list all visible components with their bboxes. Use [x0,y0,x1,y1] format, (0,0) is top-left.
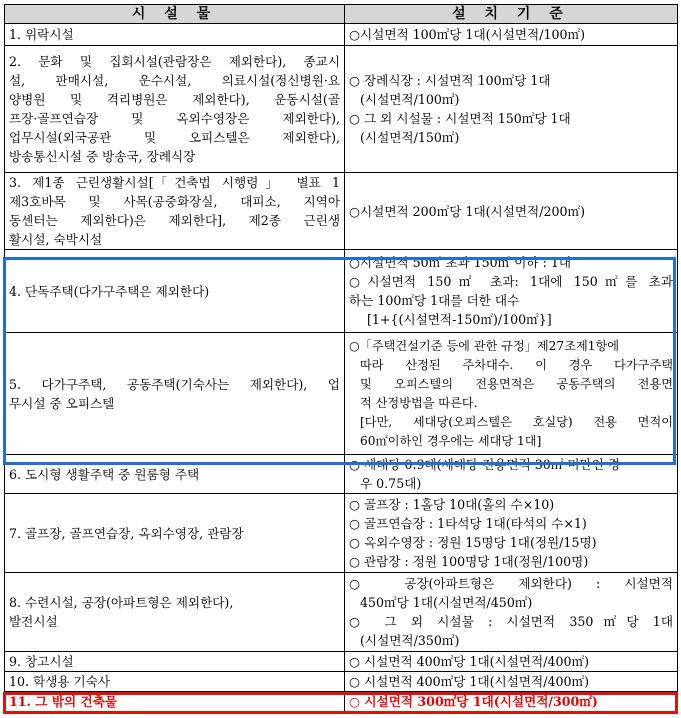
facility-text: 6. 도시형 생활주택 중 원룸형 주택 [9,466,200,482]
facility-text: 프장·골프연습장 및 옥외수영장은 제외한다), [9,111,340,126]
facility-text: 11. 그 밖의 건축물 [9,694,118,709]
criteria-text: ○ 장례식장 : 시설면적 100㎡당 1대 [349,73,551,88]
table-row [5,173,678,250]
facility-cell [5,333,345,455]
table-row [5,455,678,494]
criteria-text: ○시설면적 100㎡당 1대(시설면적/100㎡) [349,27,585,42]
facility-text: 5. 다가구주택, 공동주택(기숙사는 제외한다), 업 [9,376,340,392]
criteria-cell [345,24,678,46]
facility-text: 활시설, 숙박시설 [9,232,103,247]
criteria-cell [345,250,678,333]
facility-cell [5,573,345,652]
criteria-cell [345,333,678,455]
criteria-cell [345,46,678,173]
criteria-text: ○「주택건설기준 등에 관한 규정」제27조제1항에 [349,338,620,353]
facility-text: 7. 골프장, 골프연습장, 옥외수영장, 관람장 [9,525,244,541]
criteria-text: ○ 옥외수영장 : 정원 15명당 1대(정원/15명) [349,535,597,550]
facility-text: 8. 수련시설, 공장(아파트형은 제외한다), [9,595,234,610]
facility-text: 10. 학생용 기숙사 [9,674,111,689]
criteria-text: [1+{(시설면적-150㎡)/100㎡}] [367,312,552,327]
criteria-text: (시설면적/100㎡) [360,92,460,107]
facility-cell [5,692,345,712]
table-header-row [5,5,678,24]
facility-cell [5,672,345,692]
facility-text: 양병원 및 격리병원은 제외한다), 운동시설(골 [9,92,340,107]
header-criteria: 설 치 기 준 [345,5,678,24]
facility-cell [5,250,345,333]
criteria-text: 우 0.75대) [360,476,422,491]
facility-text: 업무시설(외국공관 및 오피스텔은 제외한다), [9,130,340,145]
table-row-highlighted [5,692,678,712]
criteria-text: ○시설면적 150㎡ 초과: 1대에 150㎡를 초과 [349,274,673,289]
facility-text: 방송통신시설 중 방송국, 장례식장 [9,149,196,164]
facility-text: 무시설 중 오피스텔 [9,395,115,411]
facility-cell [5,652,345,672]
table-row [5,494,678,573]
table-row [5,333,678,455]
facility-text: 발전시설 [9,614,58,629]
table-row [5,573,678,652]
facility-cell [5,455,345,494]
criteria-text: ○시설면적 50㎡ 초과 150㎡ 이하 : 1대 [349,255,572,270]
table-row [5,250,678,333]
facility-text: 1. 위락시설 [9,27,74,42]
criteria-text: ○ 세대당 0.9대(세대당 전용면적 30㎡ 미만인 경 [349,457,621,472]
criteria-text: (시설면적/350㎡) [360,633,460,648]
criteria-cell [345,692,678,712]
facility-cell [5,494,345,573]
criteria-cell [345,573,678,652]
criteria-text: 450㎡당 1대(시설면적/450㎡) [360,595,533,610]
criteria-text: ○시설면적 200㎡당 1대(시설면적/200㎡) [349,203,585,219]
criteria-text: 하는 100㎡당 1대를 더한 대수 [349,293,520,308]
facility-text: 2. 문화 및 집회시설(관람장은 제외한다), 종교시 [9,54,340,69]
header-facility: 시 설 물 [5,5,345,24]
facility-text: 동센터는 제외한다)은 제외한다], 제2종 근린생 [9,213,340,228]
criteria-text: 따라 산정된 주차대수. 이 경우 다가구주택 [360,357,673,372]
criteria-text: 60㎡이하인 경우에는 세대당 1대] [360,433,542,448]
criteria-text: 적 산정방법을 따른다. [360,395,478,410]
table-row [5,652,678,672]
facility-text: 3. 제1종 근린생활시설[「건축법 시행령」 별표 1 [9,175,340,190]
table-row [5,672,678,692]
facility-text: 9. 창고시설 [9,654,74,669]
criteria-text: ○ 골프장 : 1홀당 10대(홀의 수×10) [349,497,555,512]
facility-cell [5,46,345,173]
criteria-cell [345,672,678,692]
criteria-cell [345,494,678,573]
criteria-text: ○ 그 외 시설물 : 시설면적 150㎡당 1대 [349,111,571,126]
criteria-text: ○ 관람장 : 정원 100명당 1대(정원/100명) [349,554,589,569]
criteria-text: ○ 그 외 시설물 : 시설면적 350㎡당 1대 [349,614,673,629]
criteria-cell [345,173,678,250]
parking-standards-table [4,4,678,712]
criteria-text: ○ 시설면적 300㎡당 1대(시설면적/300㎡) [349,694,598,709]
criteria-text: ○ 시설면적 400㎡당 1대(시설면적/400㎡) [349,674,589,689]
criteria-text: (시설면적/150㎡) [360,130,460,145]
criteria-cell [345,455,678,494]
criteria-text: ○ 공장(아파트형은 제외한다) : 시설면적 [349,576,673,591]
table-row [5,24,678,46]
facility-text: 설, 판매시설, 운수시설, 의료시설(정신병원·요 [9,73,340,88]
criteria-text: ○ 시설면적 400㎡당 1대(시설면적/400㎡) [349,654,589,669]
table-row [5,46,678,173]
facility-text: 제3호바목 및 사목(공중화장실, 대피소, 지역아 [9,194,340,209]
facility-text: 4. 단독주택(다가구주택은 제외한다) [9,283,210,299]
facility-cell [5,173,345,250]
criteria-text: [다만, 세대당(오피스텔은 호실당) 전용 면적이 [360,414,673,429]
criteria-text: ○ 골프연습장 : 1타석당 1대(타석의 수×1) [349,516,587,531]
criteria-text: 및 오피스텔의 전용면적은 공동주택의 전용면 [360,376,673,391]
criteria-cell [345,652,678,672]
facility-cell [5,24,345,46]
